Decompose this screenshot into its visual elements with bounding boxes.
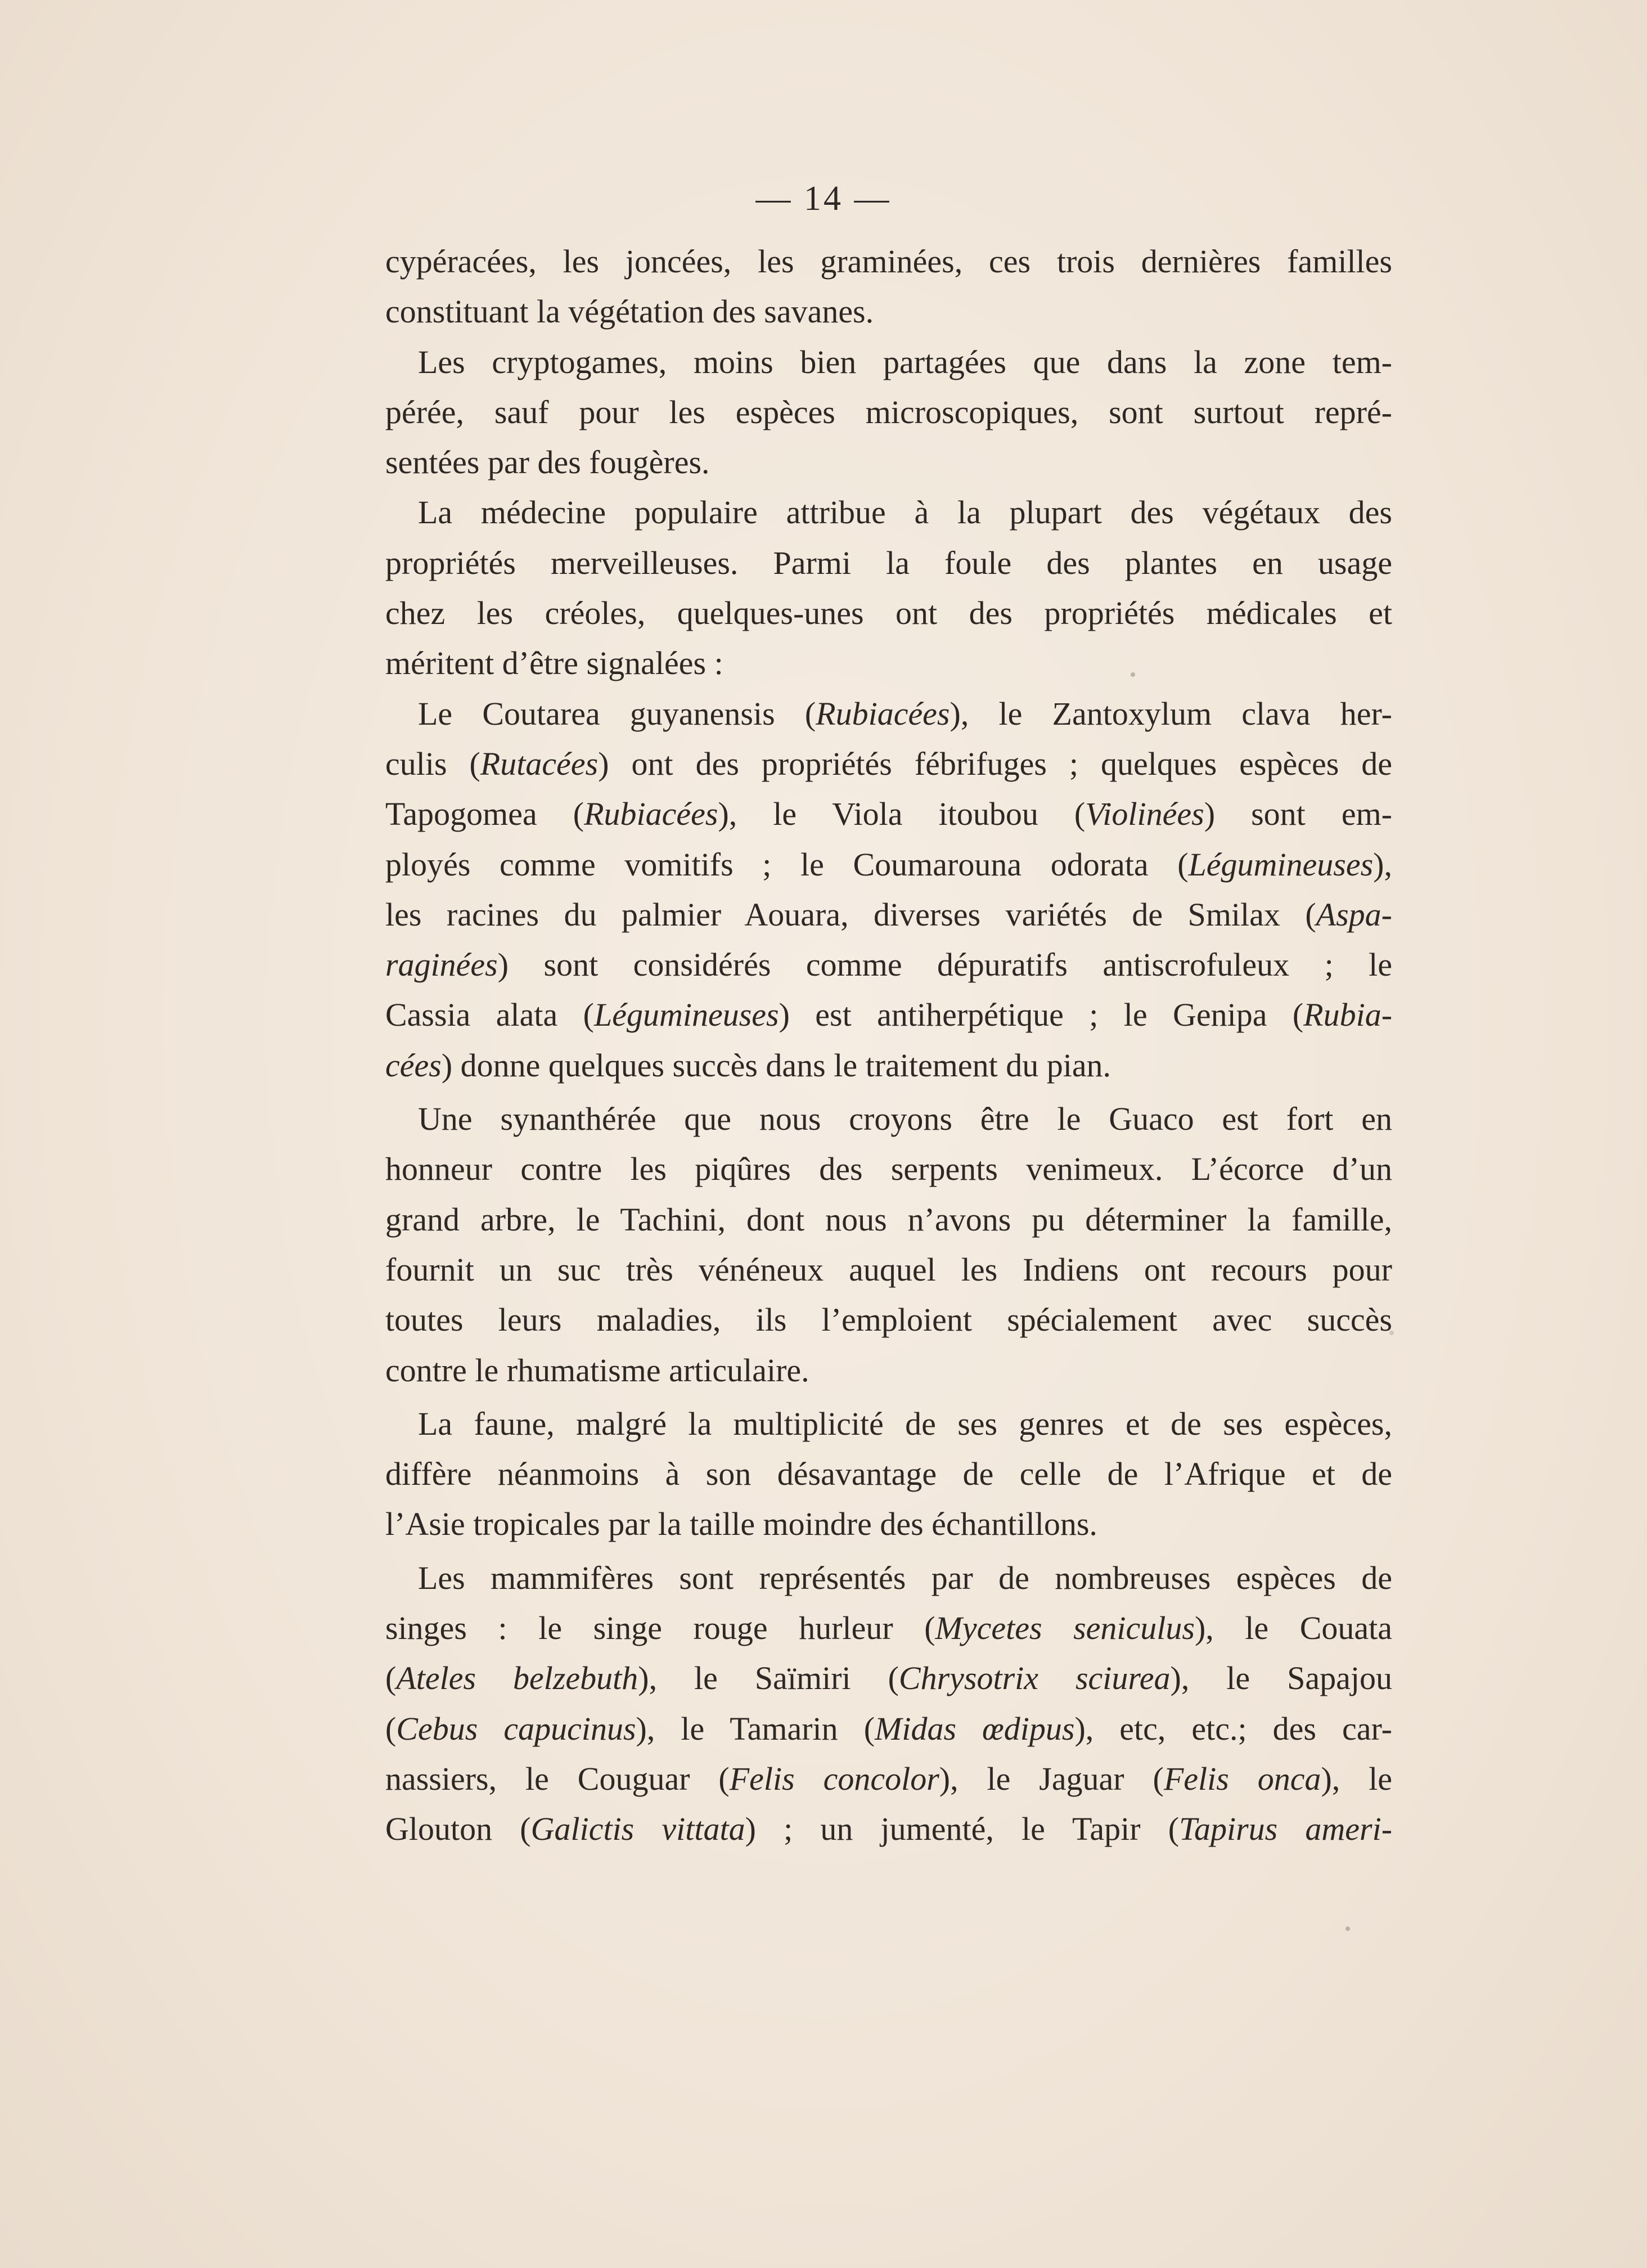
text-run: Cassia alata ( [385,996,594,1034]
text-run: Une synanthérée que nous croyons être le Guaco est fort en [418,1101,1392,1138]
text-line [385,1804,1392,1854]
text-run: ), le Saïmiri ( [638,1660,899,1697]
text-line [385,990,1392,1040]
italic-taxon: raginées [385,946,498,983]
text-run: ) sont em- [1204,796,1392,833]
text-line [385,387,1392,437]
italic-taxon: Midas œdipus [875,1710,1075,1747]
text-run: ( [385,1660,397,1697]
text-line [385,1194,1392,1245]
text-run: Les cryptogames, moins bien partagées que dans la zone tem- [418,343,1392,380]
text-run: ), le Viola itoubou ( [718,796,1086,833]
italic-taxon: Cebus capucinus [396,1710,636,1747]
text-line [385,638,1392,688]
text-run: ), le Couata [1194,1610,1392,1647]
text-run: ), [1373,846,1392,883]
text-line [385,236,1392,286]
text-line [385,588,1392,638]
italic-taxon: Aspa- [1316,896,1392,933]
text-line [385,739,1392,789]
text-line [385,1603,1392,1653]
text-run: constituant la végétation des savanes. [385,293,874,330]
text-run: les racines du palmier Aouara, diverses variétés de Smilax ( [385,896,1316,933]
text-run: Glouton ( [385,1811,531,1848]
italic-taxon: Felis onca [1163,1760,1321,1797]
text-run: chez les créoles, quelques-unes ont des propriétés médicales et [385,595,1392,632]
text-line [385,940,1392,990]
text-run: ployés comme vomitifs ; le Coumarouna odorata ( [385,846,1189,883]
text-line [385,1295,1392,1345]
text-run: ), le Sapajou [1170,1660,1392,1697]
text-run: ) donne quelques succès dans le traitement du pian. [441,1047,1112,1084]
text-run: ), etc, etc.; des car- [1074,1710,1392,1747]
text-run: toutes leurs maladies, ils l’emploient spécialement avec succès [385,1301,1392,1339]
body-text [385,236,1392,1854]
text-run: pérée, sauf pour les espèces microscopiques, sont surtout repré- [385,393,1392,430]
text-run: Les mammifères sont représentés par de nombreuses espèces de [418,1559,1392,1596]
text-run: ) ont des propriétés fébrifuges ; quelques espèces de [598,745,1392,782]
italic-taxon: Galictis vittata [530,1811,745,1848]
italic-taxon: Chrysotrix sciurea [898,1660,1171,1697]
page-number: — 14 — [755,179,892,218]
paper-speck [1346,1926,1350,1931]
text-run: cypéracées, les joncées, les graminées, ces trois dernières familles [385,243,1392,280]
italic-taxon: Tapirus ameri- [1179,1811,1393,1848]
text-line [385,839,1392,890]
text-run: ), le Tamarin ( [636,1710,875,1747]
text-run: propriétés merveilleuses. Parmi la foule des plantes en usage [385,544,1392,581]
text-line [385,1399,1392,1449]
text-run: ) est antiherpétique ; le Genipa ( [778,996,1304,1034]
text-line [385,1704,1392,1754]
text-line [385,1553,1392,1603]
text-run: Tapogomea ( [385,796,584,833]
text-run: ( [385,1710,397,1747]
text-line [385,1245,1392,1295]
paper-speck [1389,1331,1394,1335]
text-run: La faune, malgré la multiplicité de ses genres et de ses espèces, [418,1405,1392,1442]
italic-taxon: Violinées [1085,796,1204,833]
text-line [385,1094,1392,1144]
text-line [385,286,1392,336]
text-run: diffère néanmoins à son désavantage de celle de l’Afrique et de [385,1456,1392,1493]
text-line [385,1345,1392,1395]
italic-taxon: Légumineuses [593,996,779,1034]
text-run: ), le Jaguar ( [939,1760,1164,1797]
text-run: culis ( [385,745,480,782]
text-run: sentées par des fougères. [385,444,710,481]
text-run: honneur contre les piqûres des serpents venimeux. L’écorce d’un [385,1151,1392,1188]
text-run: grand arbre, le Tachini, dont nous n’avons pu déterminer la famille, [385,1201,1392,1238]
italic-taxon: Felis concolor [729,1760,939,1797]
paper-speck [1131,672,1135,677]
text-line [385,437,1392,487]
text-line [385,487,1392,537]
text-run: Le Coutarea guyanensis ( [418,695,816,732]
text-run: ), le Zantoxylum clava her- [950,695,1393,732]
text-line [385,689,1392,739]
text-line [385,1040,1392,1090]
text-line [385,1653,1392,1703]
text-run: singes : le singe rouge hurleur ( [385,1610,935,1647]
text-line [385,538,1392,588]
text-run: l’Asie tropicales par la taille moindre des échantillons. [385,1506,1097,1543]
italic-taxon: Rubia- [1303,996,1393,1034]
text-run: ), le [1321,1760,1393,1797]
italic-taxon: Légumineuses [1188,846,1374,883]
text-run: contre le rhumatisme articulaire. [385,1351,809,1389]
italic-taxon: Rubiacées [584,796,718,833]
italic-taxon: Mycetes seniculus [935,1610,1195,1647]
text-run: La médecine populaire attribue à la plupart des végétaux des [418,494,1392,531]
text-line [385,1499,1392,1549]
text-line [385,1449,1392,1499]
text-line [385,789,1392,839]
text-line [385,1754,1392,1804]
italic-taxon: Rubiacées [816,695,950,732]
text-run: nassiers, le Couguar ( [385,1760,730,1797]
italic-taxon: Ateles belzebuth [396,1660,638,1697]
text-run: méritent d’être signalées : [385,645,723,682]
italic-taxon: cées [385,1047,442,1084]
text-run: ) ; un jumenté, le Tapir ( [745,1811,1180,1848]
text-line [385,890,1392,940]
text-line [385,1144,1392,1194]
text-run: ) sont considérés comme dépuratifs antiscrofuleux ; le [497,946,1392,983]
text-run: fournit un suc très vénéneux auquel les Indiens ont recours pour [385,1251,1392,1288]
text-line [385,337,1392,387]
italic-taxon: Rutacées [480,745,598,782]
